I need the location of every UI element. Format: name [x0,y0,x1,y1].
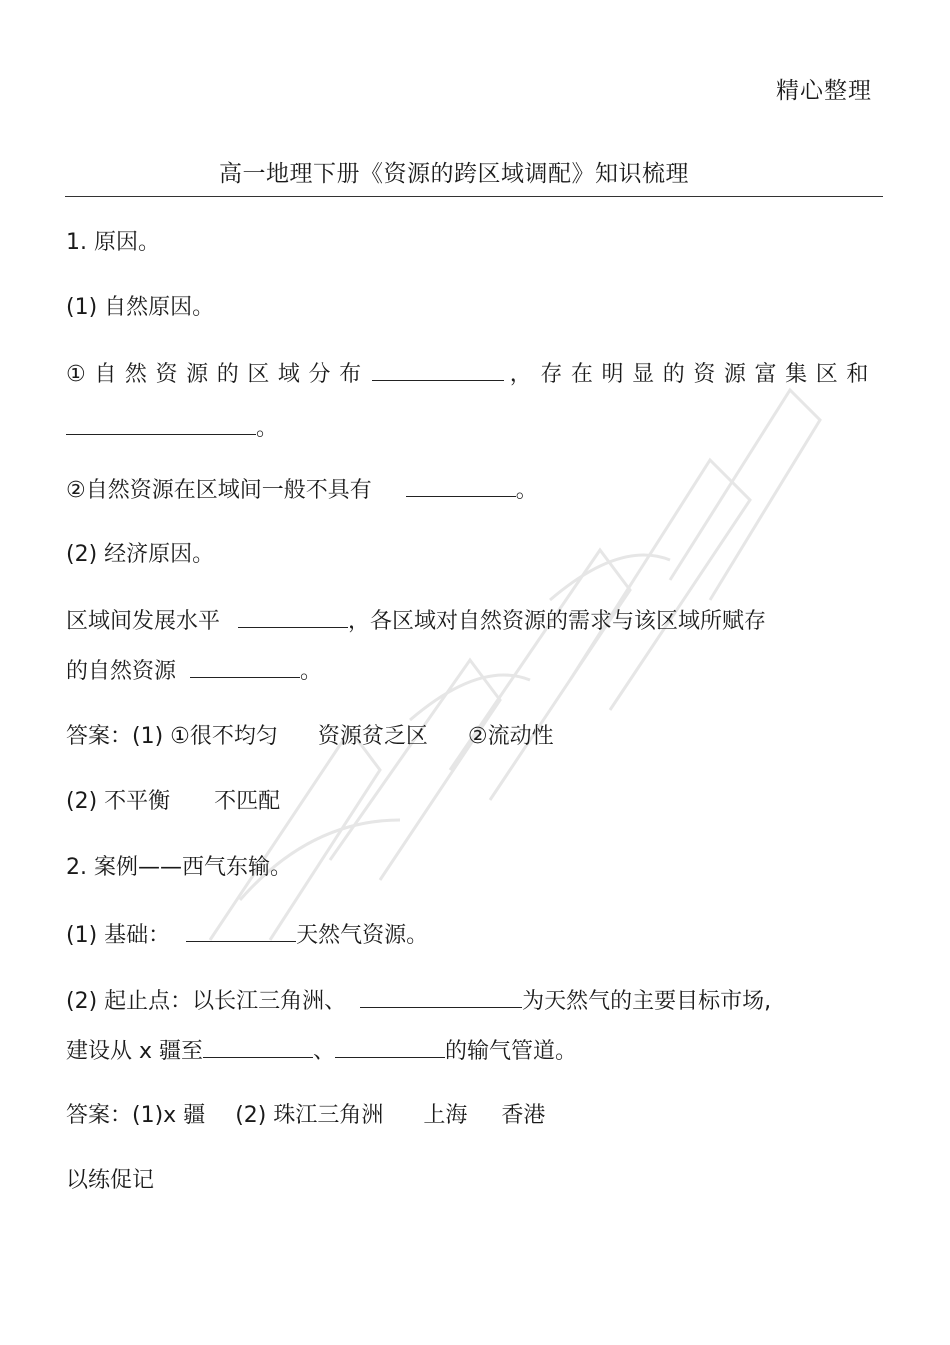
answer-3-part4: 香港 [501,1103,546,1128]
economic-line1-text-a: 区域间发展水平 [66,609,221,634]
answer-3-part3: 上海 [423,1103,468,1128]
natural-item2-text: ②自然资源在区域间一般不具有 [66,478,372,503]
natural-item1-line1 [66,358,877,390]
fill-blank[interactable] [406,474,516,497]
practice-heading: 以练促记 [66,1168,155,1193]
economic-line2-text-a: 的自然资源 [66,659,177,684]
case-build-text-b: 的输气管道。 [445,1039,578,1064]
case-basis-label: (1) 基础： [66,923,171,948]
answer-3-part2: (2) 珠江三角洲 [235,1103,384,1128]
section2-heading: 2. 案例——西气东输。 [66,855,292,880]
case-route-text-b: 为天然气的主要目标市场, [522,989,772,1014]
case-build [66,1035,577,1067]
fill-blank[interactable] [186,919,296,942]
economic-reason-heading: (2) 经济原因。 [66,542,215,567]
watermark [150,300,850,1000]
case-build-sep: 、 [313,1039,336,1064]
fill-blank[interactable] [238,605,348,628]
answer-2-part1: (2) 不平衡 [66,789,171,814]
fill-blank[interactable] [66,412,256,435]
answer-1-part3: ②流动性 [467,724,554,749]
economic-line1 [66,605,766,637]
case-route [66,985,771,1017]
natural-item1-line2 [66,412,278,444]
answer-3 [66,1101,545,1131]
case-basis [66,919,428,951]
economic-line2-end: 。 [300,659,323,684]
economic-line1-text-b: ，各区域对自然资源的需求与该区域所赋存 [348,609,767,634]
case-basis-text: 天然气资源。 [296,923,429,948]
page-title [0,155,950,188]
fill-blank[interactable] [372,358,504,381]
page-title-text: 高一地理下册《资源的跨区域调配》知识梳理 [219,161,689,187]
natural-item1-text-b: ，存在明显的资源富集区和 [509,362,877,387]
answer-label: 答案： [66,1103,133,1128]
answer-1-part1: (1) ①很不均匀 [132,724,278,749]
answer-2-part2: 不匹配 [214,789,281,814]
fill-blank[interactable] [360,985,522,1008]
fill-blank[interactable] [190,655,300,678]
natural-item2-end: 。 [515,478,538,503]
natural-reason-heading: (1) 自然原因。 [66,295,215,320]
answer-2 [66,787,280,817]
section1-heading: 1. 原因。 [66,230,160,255]
answer-1-part2: 资源贫乏区 [317,724,428,749]
title-divider [65,196,883,197]
natural-item1-text-a: ①自然资源的区域分布 [66,362,370,387]
natural-item1-end: 。 [256,416,279,441]
answer-label: 答案： [66,724,133,749]
fill-blank[interactable] [335,1035,445,1058]
answer-3-part1: (1)x 疆 [132,1103,206,1128]
case-route-text-a: (2) 起止点：以长江三角洲、 [66,989,347,1014]
answer-1 [66,722,554,752]
header-note: 精心整理 [776,78,872,104]
case-build-text-a: 建设从 x 疆至 [66,1039,204,1064]
natural-item2 [66,474,538,506]
fill-blank[interactable] [203,1035,313,1058]
economic-line2 [66,655,322,687]
